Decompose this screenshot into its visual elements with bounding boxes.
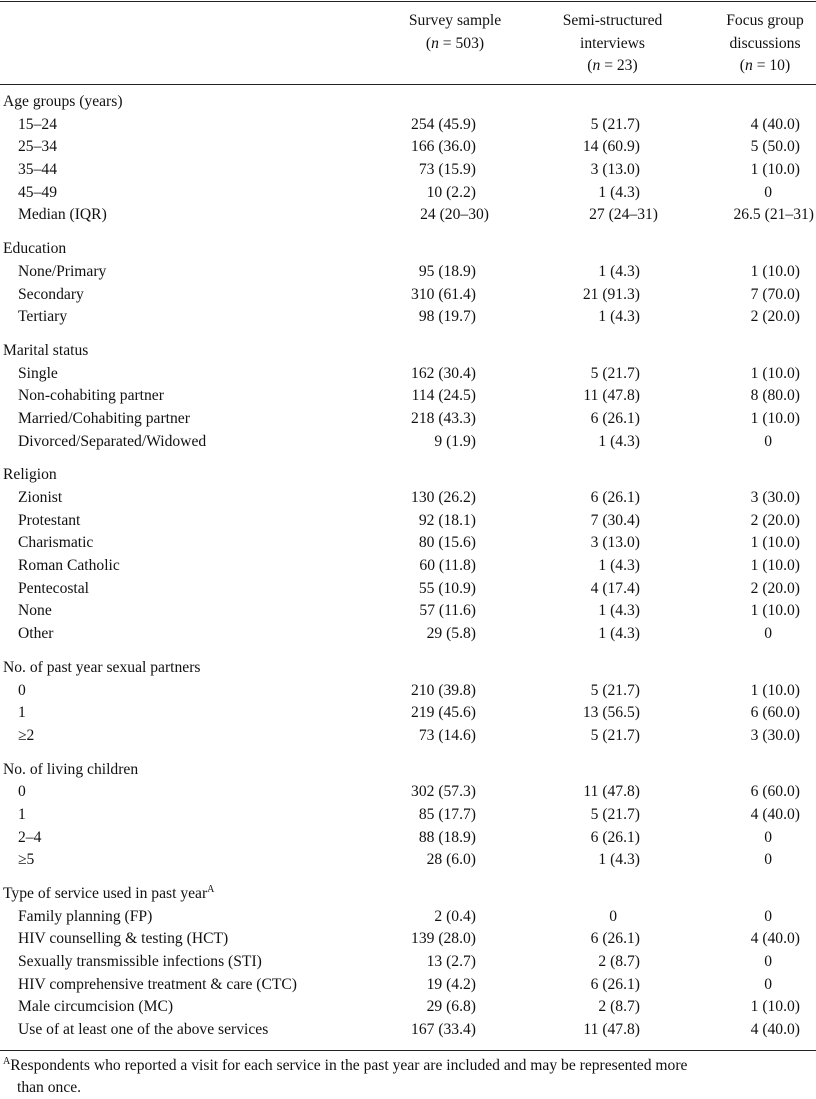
footnote-text: Respondents who reported a visit for each service in the past year are included and may be represented more — [10, 1057, 688, 1074]
interview-value: 6 (26.1) — [590, 828, 640, 846]
table-section — [0, 238, 816, 329]
row-label: HIV comprehensive treatment & care (CTC) — [18, 975, 297, 993]
section-heading-text: Education — [3, 240, 67, 258]
survey-value: 92 (18.1) — [418, 511, 476, 529]
row-label: Median (IQR) — [18, 206, 107, 224]
focus-group-value: 3 (30.0) — [750, 489, 800, 506]
focus-group-value: 8 (80.0) — [750, 387, 800, 405]
row-label: Sexually transmissible infections (STI) — [18, 953, 262, 971]
section-heading-text: No. of past year sexual partners — [3, 658, 201, 676]
survey-value: 210 (39.8) — [411, 681, 476, 699]
table-row — [0, 532, 816, 555]
survey-value: 13 (2.7) — [426, 953, 476, 971]
focus-group-value: 1 (10.0) — [750, 998, 800, 1016]
section-heading — [3, 883, 214, 906]
table-section — [0, 883, 816, 1042]
survey-value: 95 (18.9) — [418, 262, 476, 280]
survey-value: 28 (6.0) — [426, 851, 476, 869]
row-label: Tertiary — [18, 308, 68, 326]
focus-group-value: 7 (70.0) — [750, 285, 800, 303]
section-heading-row — [0, 759, 816, 782]
focus-group-value: 0 — [764, 907, 772, 925]
section-heading-text: Type of service used in past year — [3, 885, 208, 902]
row-label: Charismatic — [18, 534, 94, 552]
section-heading — [3, 657, 200, 680]
section-heading-text: No. of living children — [3, 760, 139, 778]
survey-value: 85 (17.7) — [418, 805, 476, 823]
section-heading-row — [0, 883, 816, 906]
row-label: Pentecostal — [18, 579, 90, 597]
table-row — [0, 284, 816, 307]
interview-value: 1 (4.3) — [598, 262, 640, 280]
interview-value: 11 (47.8) — [583, 783, 640, 801]
column-header-focus-groups — [700, 10, 816, 78]
survey-value: 9 (1.9) — [434, 432, 476, 450]
survey-value: 310 (61.4) — [411, 285, 476, 303]
focus-group-value: 2 (20.0) — [750, 511, 800, 529]
survey-value: 55 (10.9) — [418, 579, 476, 597]
row-label: Divorced/Separated/Widowed — [18, 432, 207, 450]
focus-group-value: 6 (60.0) — [750, 704, 800, 722]
interview-value: 6 (26.1) — [590, 975, 640, 993]
row-label: Protestant — [18, 511, 81, 529]
table-row — [0, 510, 816, 533]
row-label: Married/Cohabiting partner — [18, 409, 190, 427]
section-heading-text: Religion — [3, 466, 57, 484]
table-row — [0, 680, 816, 703]
top-rule — [0, 1, 816, 2]
focus-group-value: 0 — [764, 183, 772, 201]
interview-value: 11 (47.8) — [583, 1021, 640, 1039]
section-heading — [3, 238, 66, 261]
row-label: Family planning (FP) — [18, 907, 153, 925]
section-heading-row — [0, 238, 816, 261]
interview-value: 2 (8.7) — [598, 953, 640, 971]
interview-value: 14 (60.9) — [582, 138, 640, 156]
interview-value: 5 (21.7) — [590, 681, 640, 699]
interview-value: 1 (4.3) — [598, 602, 640, 620]
row-label: HIV counselling & testing (HCT) — [18, 930, 229, 948]
survey-value: 166 (36.0) — [411, 138, 476, 156]
survey-value: 167 (33.4) — [411, 1021, 476, 1039]
row-label: 1 — [18, 805, 26, 823]
focus-group-value: 1 (10.0) — [750, 534, 800, 552]
focus-group-value: 4 (40.0) — [750, 930, 800, 948]
header-line: (n = 10) — [739, 57, 791, 74]
survey-value: 73 (14.6) — [418, 726, 476, 744]
table-row — [0, 385, 816, 408]
interview-value: 3 (13.0) — [590, 534, 640, 552]
interview-value: 3 (13.0) — [590, 161, 640, 179]
interview-value: 1 (4.3) — [598, 851, 640, 869]
table-row — [0, 487, 816, 510]
focus-group-value: 0 — [764, 851, 772, 869]
focus-group-value: 4 (40.0) — [750, 1021, 800, 1039]
section-heading — [3, 340, 88, 363]
header-line: (n = 23) — [587, 57, 638, 74]
section-heading — [3, 91, 123, 114]
focus-group-value: 4 (40.0) — [750, 805, 800, 823]
header-rule — [0, 84, 816, 85]
survey-value: 24 (20–30) — [420, 206, 489, 224]
focus-group-value: 1 (10.0) — [750, 161, 800, 179]
interview-value: 6 (26.1) — [590, 930, 640, 948]
table-row — [0, 159, 816, 182]
survey-value: 218 (43.3) — [411, 409, 476, 427]
focus-group-value: 0 — [764, 432, 772, 450]
row-label: None/Primary — [18, 262, 107, 280]
focus-group-value: 0 — [764, 953, 772, 971]
row-label: Single — [18, 364, 58, 382]
table-row — [0, 306, 816, 329]
table-footnote — [3, 1055, 803, 1099]
table-row — [0, 849, 816, 872]
survey-value: 139 (28.0) — [411, 930, 476, 948]
interview-value: 1 (4.3) — [598, 183, 640, 201]
row-label: ≥5 — [18, 851, 35, 869]
row-label: 35–44 — [18, 161, 57, 179]
survey-value: 2 (0.4) — [434, 907, 476, 925]
header-line: Survey sample — [408, 12, 502, 29]
interview-value: 2 (8.7) — [598, 998, 640, 1016]
survey-value: 130 (26.2) — [411, 489, 476, 506]
survey-value: 57 (11.6) — [419, 602, 476, 620]
row-label: 0 — [18, 783, 26, 801]
survey-value: 98 (19.7) — [418, 308, 476, 326]
row-label: 2–4 — [18, 828, 42, 846]
survey-value: 162 (30.4) — [411, 364, 476, 382]
table-section — [0, 657, 816, 748]
row-label: Other — [18, 625, 54, 643]
table-row — [0, 578, 816, 601]
footnote-line: than once. — [17, 1079, 82, 1096]
table-row — [0, 261, 816, 284]
header-line: (n = 503) — [425, 34, 485, 52]
interview-value: 1 (4.3) — [598, 625, 640, 643]
interview-value: 0 — [609, 907, 617, 925]
interview-value: 4 (17.4) — [590, 579, 640, 597]
table-row — [0, 204, 816, 227]
focus-group-value: 2 (20.0) — [750, 579, 800, 597]
section-heading — [3, 759, 138, 782]
row-label: 0 — [18, 681, 26, 699]
table-body — [0, 91, 816, 1053]
row-label: Roman Catholic — [18, 557, 120, 575]
footnote-marker: A — [207, 884, 215, 895]
table-row — [0, 408, 816, 431]
table-row — [0, 431, 816, 454]
interview-value: 5 (21.7) — [590, 364, 640, 382]
interview-value: 1 (4.3) — [598, 557, 640, 575]
survey-value: 29 (5.8) — [426, 625, 476, 643]
section-heading-row — [0, 464, 816, 487]
table-row — [0, 725, 816, 748]
table-row — [0, 555, 816, 578]
survey-value: 254 (45.9) — [411, 115, 476, 133]
table-row — [0, 1019, 816, 1042]
table-row — [0, 996, 816, 1019]
row-label: 45–49 — [18, 183, 57, 201]
focus-group-value: 1 (10.0) — [750, 557, 800, 575]
interview-value: 5 (21.7) — [590, 115, 640, 133]
table-row — [0, 623, 816, 646]
table-row — [0, 974, 816, 997]
table-row — [0, 136, 816, 159]
section-heading — [3, 464, 57, 487]
interview-value: 7 (30.4) — [590, 511, 640, 529]
focus-group-value: 1 (10.0) — [750, 681, 800, 699]
row-label: None — [18, 602, 52, 620]
column-header-interviews — [540, 10, 685, 78]
footnote-marker: A — [3, 1056, 11, 1067]
row-label: Non-cohabiting partner — [18, 387, 164, 405]
row-label: ≥2 — [18, 726, 35, 744]
survey-value: 29 (6.8) — [426, 998, 476, 1016]
focus-group-value: 26.5 (21–31) — [733, 206, 814, 224]
survey-value: 219 (45.6) — [411, 704, 476, 722]
focus-group-value: 1 (10.0) — [750, 364, 800, 382]
survey-value: 10 (2.2) — [426, 183, 476, 201]
table-row — [0, 114, 816, 137]
interview-value: 6 (26.1) — [590, 489, 640, 506]
focus-group-value: 3 (30.0) — [750, 726, 800, 744]
row-label: Zionist — [18, 489, 63, 506]
interview-value: 5 (21.7) — [590, 805, 640, 823]
table-row — [0, 928, 816, 951]
table-row — [0, 781, 816, 804]
focus-group-value: 0 — [764, 975, 772, 993]
table-row — [0, 600, 816, 623]
section-heading-row — [0, 340, 816, 363]
row-label: 15–24 — [18, 115, 57, 133]
header-line: interviews — [580, 34, 645, 52]
focus-group-value: 0 — [764, 828, 772, 846]
interview-value: 11 (47.8) — [583, 387, 640, 405]
table-row — [0, 363, 816, 386]
focus-group-value: 1 (10.0) — [750, 602, 800, 620]
bottom-rule — [0, 1050, 816, 1051]
focus-group-value: 4 (40.0) — [750, 115, 800, 133]
focus-group-value: 0 — [764, 625, 772, 643]
table-row — [0, 702, 816, 725]
header-line: Focus group — [726, 12, 804, 29]
interview-value: 27 (24–31) — [589, 206, 658, 224]
row-label: Use of at least one of the above services — [18, 1021, 269, 1039]
interview-value: 21 (91.3) — [582, 285, 640, 303]
footnote-line — [3, 1055, 803, 1077]
row-label: 1 — [18, 704, 26, 722]
table-row — [0, 827, 816, 850]
table-section — [0, 91, 816, 227]
focus-group-value: 2 (20.0) — [750, 308, 800, 326]
interview-value: 1 (4.3) — [598, 432, 640, 450]
row-label: Secondary — [18, 285, 84, 303]
interview-value: 5 (21.7) — [590, 726, 640, 744]
interview-value: 13 (56.5) — [582, 704, 640, 722]
interview-value: 1 (4.3) — [598, 308, 640, 326]
section-heading-row — [0, 91, 816, 114]
table-row — [0, 951, 816, 974]
survey-value: 19 (4.2) — [426, 975, 476, 993]
table-section — [0, 464, 816, 646]
survey-value: 114 (24.5) — [411, 387, 476, 405]
table-row — [0, 182, 816, 205]
table-section — [0, 759, 816, 872]
header-line: discussions — [729, 34, 801, 52]
table-section — [0, 340, 816, 453]
header-line: Semi-structured — [562, 12, 663, 29]
focus-group-value: 5 (50.0) — [750, 138, 800, 156]
focus-group-value: 1 (10.0) — [750, 262, 800, 280]
row-label: 25–34 — [18, 138, 57, 156]
survey-value: 302 (57.3) — [411, 783, 476, 801]
table-row — [0, 804, 816, 827]
section-heading-text: Age groups (years) — [3, 93, 123, 110]
survey-value: 80 (15.6) — [418, 534, 476, 552]
focus-group-value: 6 (60.0) — [750, 783, 800, 801]
survey-value: 60 (11.8) — [419, 557, 476, 575]
table-row — [0, 906, 816, 929]
column-header-survey — [385, 10, 525, 55]
row-label: Male circumcision (MC) — [18, 998, 174, 1016]
section-heading-row — [0, 657, 816, 680]
interview-value: 6 (26.1) — [590, 409, 640, 427]
survey-value: 73 (15.9) — [418, 161, 476, 179]
section-heading-text: Marital status — [3, 341, 89, 359]
survey-value: 88 (18.9) — [418, 828, 476, 846]
focus-group-value: 1 (10.0) — [750, 409, 800, 427]
